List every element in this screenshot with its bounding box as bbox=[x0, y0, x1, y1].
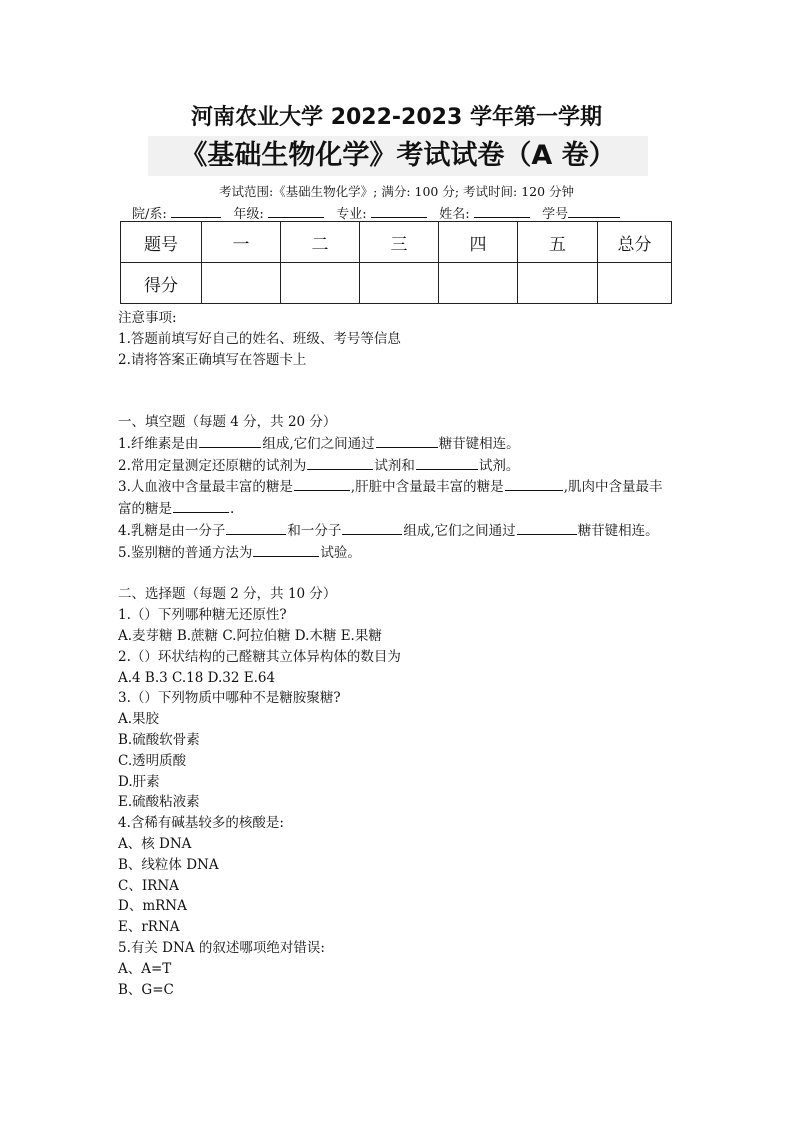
fill-question-1: 1.纤维素是由 组成,它们之间通过 糖苷键相连。 bbox=[118, 433, 674, 455]
choice-line: 4.含稀有碱基较多的核酸是: bbox=[118, 815, 284, 832]
fill-question-4: 4.乳糖是由一分子 和一分子 组成,它们之间通过 糖苷键相连。 bbox=[118, 520, 674, 542]
score-header-cell: 五 bbox=[518, 222, 598, 263]
dept-label: 院/系: bbox=[132, 207, 167, 222]
exam-title-line1: 河南农业大学 2022-2023 学年第一学期 bbox=[191, 105, 602, 130]
name-blank[interactable] bbox=[474, 205, 530, 218]
note-item: 2.请将答案正确填写在答题卡上 bbox=[118, 351, 307, 368]
choice-line: D、mRNA bbox=[118, 898, 187, 915]
choice-line: A.果胶 bbox=[118, 711, 160, 728]
choice-line: B、线粒体 DNA bbox=[118, 856, 219, 873]
answer-blank[interactable] bbox=[253, 542, 319, 557]
choice-line: A、核 DNA bbox=[118, 835, 192, 852]
answer-blank[interactable] bbox=[173, 498, 229, 513]
answer-blank[interactable] bbox=[226, 520, 286, 535]
answer-blank[interactable] bbox=[416, 455, 478, 470]
answer-blank[interactable] bbox=[199, 433, 261, 448]
choice-line: C、IRNA bbox=[118, 877, 179, 894]
student-info-row bbox=[132, 203, 620, 222]
score-header-cell: 三 bbox=[360, 222, 439, 263]
exam-content bbox=[118, 308, 674, 1000]
choice-line: B、G=C bbox=[118, 981, 174, 998]
score-header-cell: 总分 bbox=[598, 222, 672, 263]
score-table-score-row bbox=[121, 263, 672, 304]
score-cell[interactable] bbox=[518, 263, 598, 304]
score-table-header-row bbox=[121, 222, 672, 263]
score-cell[interactable] bbox=[598, 263, 672, 304]
choice-line: 3.（）下列物质中哪种不是糖胺聚糖? bbox=[118, 690, 341, 707]
choice-line: E.硫酸粘液素 bbox=[118, 794, 200, 811]
score-cell[interactable] bbox=[360, 263, 439, 304]
major-blank[interactable] bbox=[371, 205, 427, 218]
notes-title: 注意事项: bbox=[118, 310, 177, 326]
answer-blank[interactable] bbox=[342, 520, 402, 535]
student-id-blank[interactable] bbox=[568, 205, 620, 218]
score-cell[interactable] bbox=[281, 263, 360, 304]
score-header-cell: 二 bbox=[281, 222, 360, 263]
choice-line: 5.有关 DNA 的叙述哪项绝对错误: bbox=[118, 939, 325, 956]
score-header-cell: 题号 bbox=[121, 222, 202, 263]
name-label: 姓名: bbox=[439, 207, 470, 222]
fill-question-3: 3.人血液中含量最丰富的糖是 ,肝脏中含量最丰富的糖是 ,肌肉中含量最丰富的糖是 . bbox=[118, 476, 674, 520]
grade-blank[interactable] bbox=[268, 205, 324, 218]
fill-question-2: 2.常用定量测定还原糖的试剂为 试剂和 试剂。 bbox=[118, 455, 674, 477]
choice-line: E、rRNA bbox=[118, 919, 180, 936]
choice-line: A、A=T bbox=[118, 960, 172, 977]
score-table bbox=[120, 221, 672, 304]
choice-line: B.硫酸软骨素 bbox=[118, 731, 200, 748]
section2-title: 二、选择题（每题 2 分，共 10 分） bbox=[118, 586, 337, 603]
section1-title: 一、填空题（每题 4 分，共 20 分） bbox=[118, 413, 337, 430]
choice-line: 2.（）环状结构的己醛糖其立体异构体的数目为 bbox=[118, 648, 401, 665]
student-id-label: 学号 bbox=[542, 207, 569, 222]
answer-blank[interactable] bbox=[505, 476, 563, 491]
dept-blank[interactable] bbox=[171, 205, 221, 218]
choice-line: 1.（）下列哪种糖无还原性? bbox=[118, 607, 287, 624]
choice-line: C.透明质酸 bbox=[118, 752, 187, 769]
answer-blank[interactable] bbox=[294, 476, 350, 491]
score-row-label: 得分 bbox=[121, 263, 202, 304]
answer-blank[interactable] bbox=[307, 455, 373, 470]
answer-blank[interactable] bbox=[517, 520, 577, 535]
choice-line: A.4 B.3 C.18 D.32 E.64 bbox=[118, 669, 276, 686]
major-label: 专业: bbox=[336, 207, 367, 222]
choice-line: D.肝素 bbox=[118, 773, 160, 790]
fill-question-5: 5.鉴别糖的普通方法为 试验。 bbox=[118, 542, 674, 564]
exam-meta: 考试范围:《基础生物化学》; 满分: 100 分; 考试时间: 120 分钟 bbox=[218, 184, 575, 199]
score-cell[interactable] bbox=[439, 263, 518, 304]
score-cell[interactable] bbox=[202, 263, 281, 304]
score-header-cell: 一 bbox=[202, 222, 281, 263]
note-item: 1.答题前填写好自己的姓名、班级、考号等信息 bbox=[118, 330, 401, 347]
grade-label: 年级: bbox=[233, 207, 264, 222]
answer-blank[interactable] bbox=[376, 433, 438, 448]
choice-line: A.麦芽糖 B.蔗糖 C.阿拉伯糖 D.木糖 E.果糖 bbox=[118, 627, 382, 644]
exam-title-line2: 《基础生物化学》考试试卷（A 卷） bbox=[148, 136, 648, 176]
score-header-cell: 四 bbox=[439, 222, 518, 263]
